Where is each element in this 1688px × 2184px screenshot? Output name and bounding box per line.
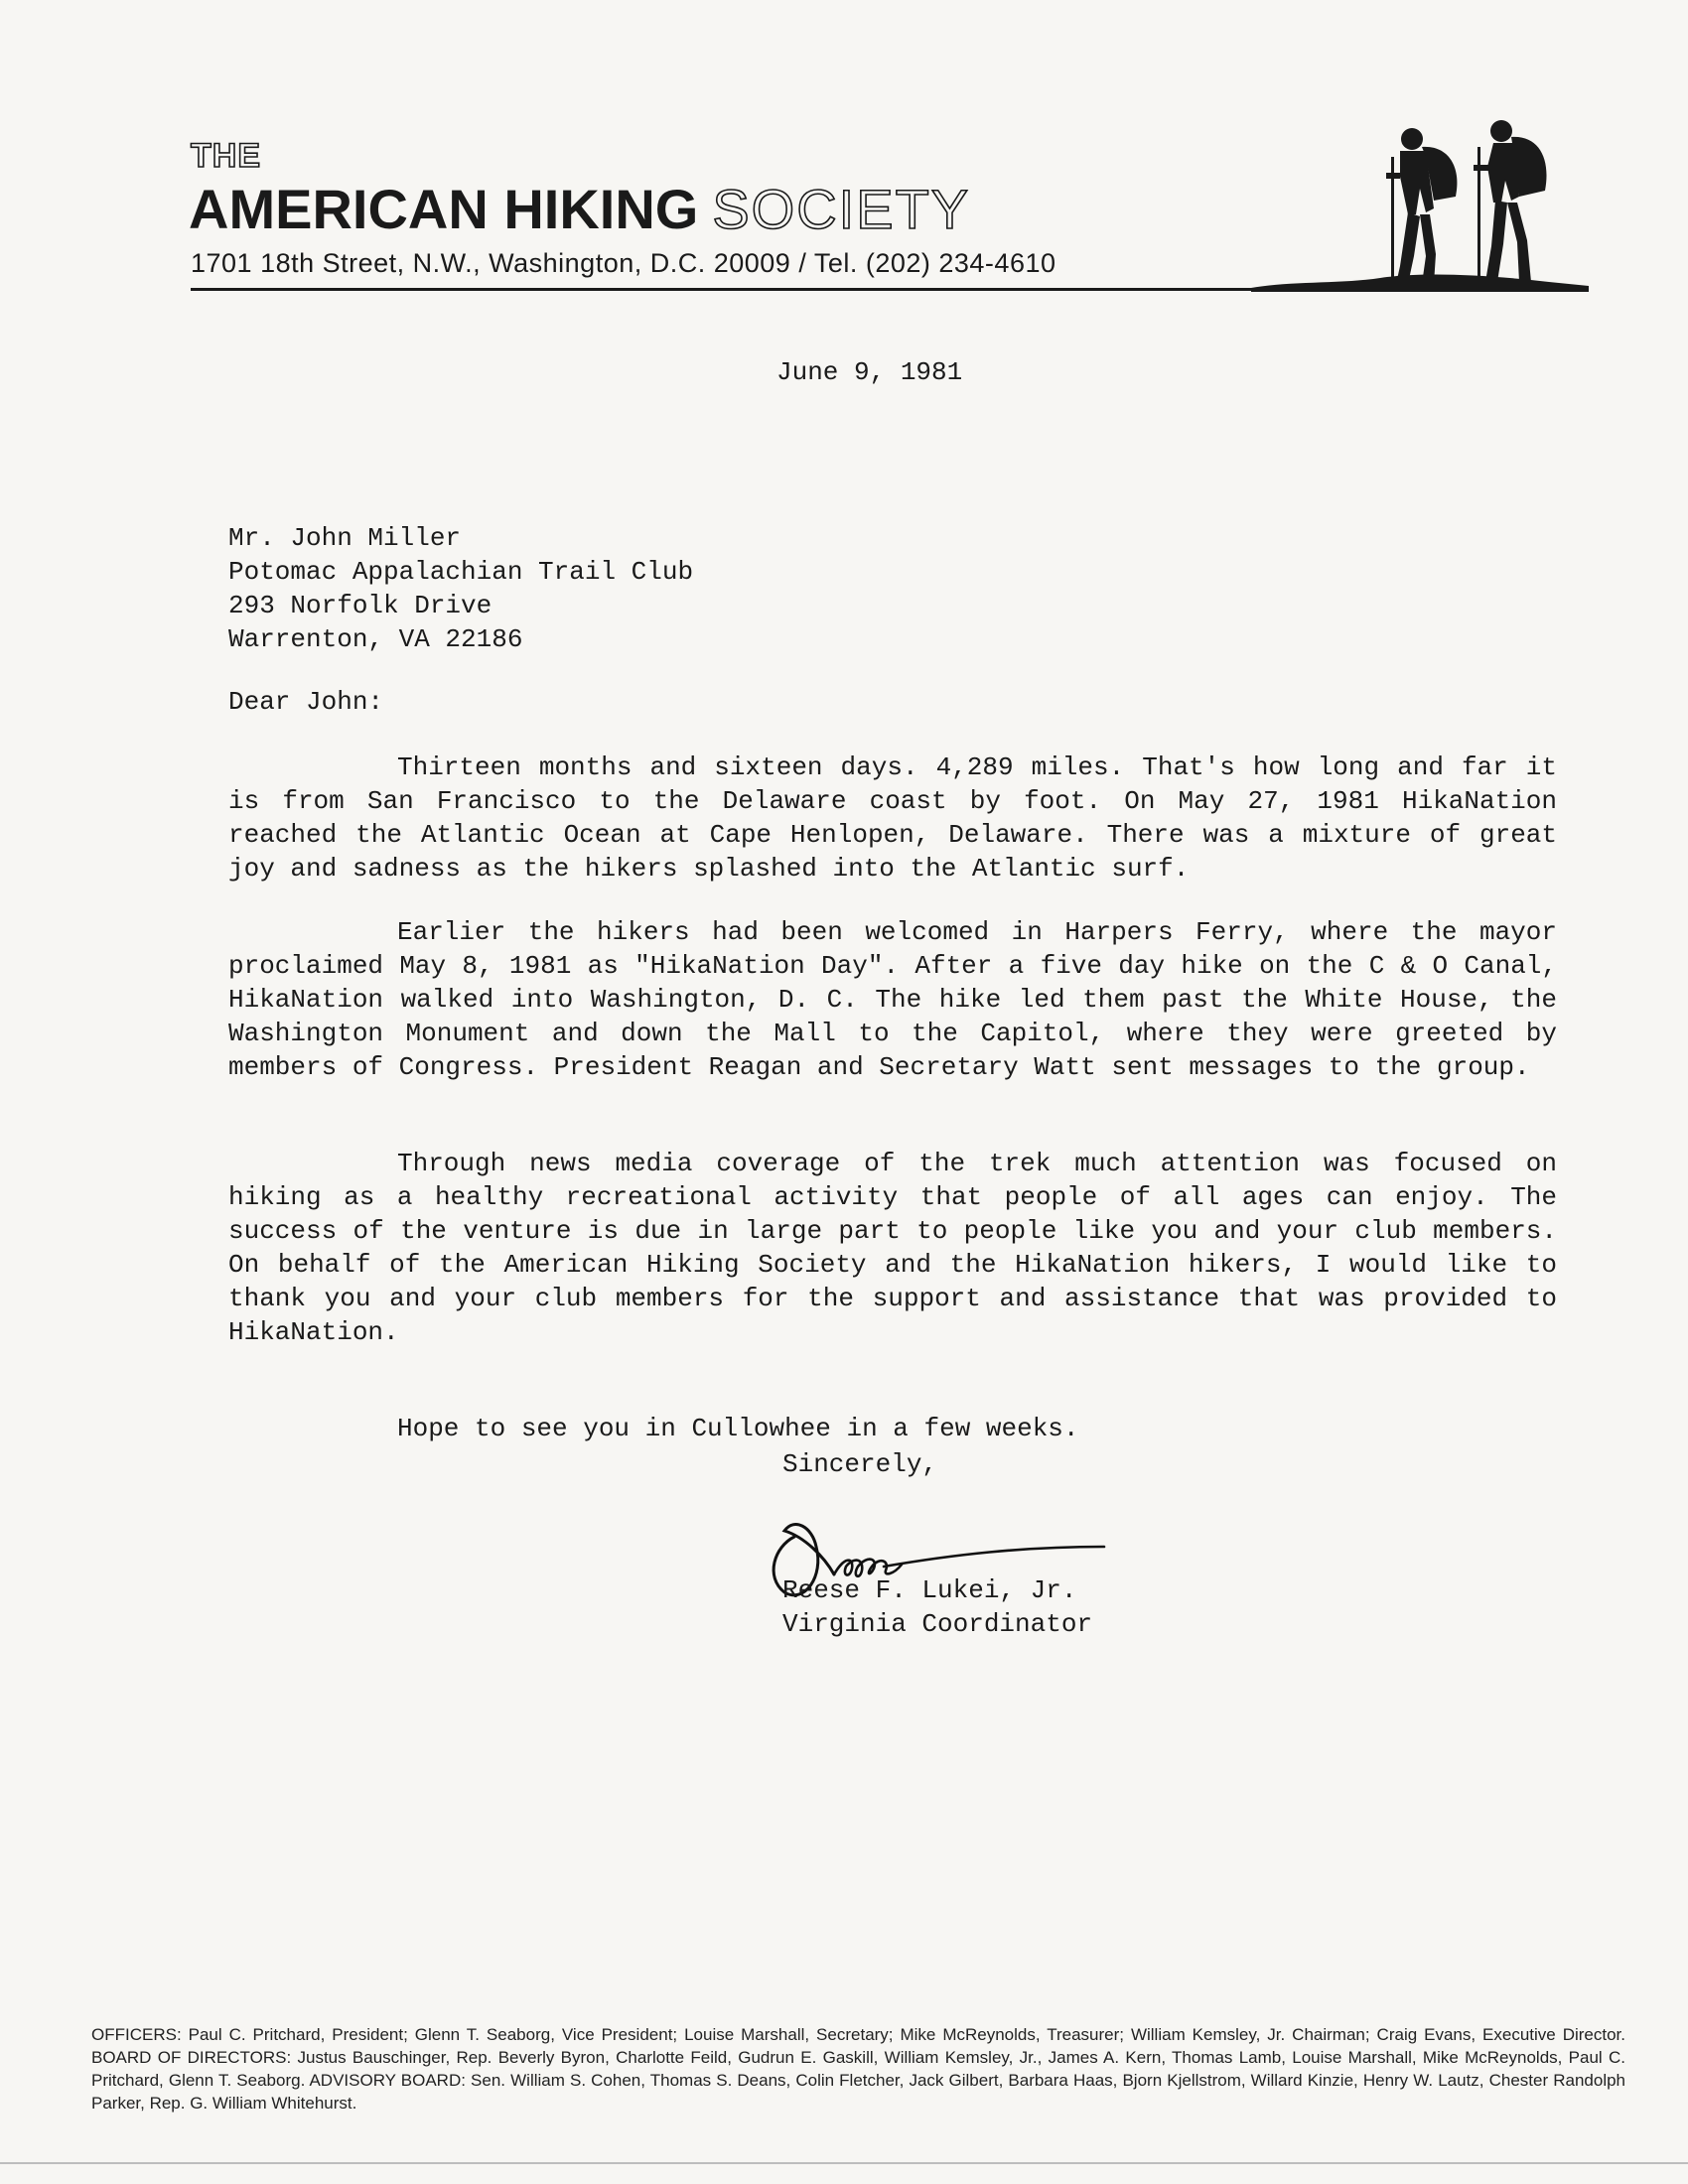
page-edge-divider [0, 2162, 1688, 2164]
recipient-name: Mr. John Miller [228, 523, 462, 553]
letterhead-org-name [189, 177, 970, 241]
signer-title: Virginia Coordinator [782, 1609, 1093, 1639]
salutation: Dear John: [228, 687, 384, 717]
hikers-logo-icon [1251, 117, 1589, 296]
recipient-street: 293 Norfolk Drive [228, 591, 492, 620]
valediction: Sincerely, [782, 1449, 938, 1479]
recipient-address [228, 521, 693, 656]
officers-footer: OFFICERS: Paul C. Pritchard, President; Glenn T. Seaborg, Vice President; Louise Marshall, Secretary; Mike McReynolds, Treasurer; William Kemsley, Jr. Chairman; Craig Evans, Executive Director. BOARD OF DIRECTORS: Justus Bauschinger, Rep. Beverly Byron, Charlotte Feild, Gudrun E. Gaskill, William Kemsley, Jr., James A. Kern, Thomas Lamb, Louise Marshall, Mike McReynolds, Paul C. Pritchard, Glenn T. Seaborg. ADVISORY BOARD: Sen. William S. Cohen, Thomas S. Deans, Colin Fletcher, Jack Gilbert, Barbara Haas, Bjorn Kjellstrom, Willard Kinzie, Henry W. Lautz, Chester Randolph Parker, Rep. G. William Whitehurst. [91, 2025, 1625, 2113]
closing-line: Hope to see you in Cullowhee in a few weeks. [397, 1414, 1079, 1443]
signer-name: Reese F. Lukei, Jr. [782, 1575, 1077, 1605]
body-paragraph-2: Earlier the hikers had been welcomed in Harpers Ferry, where the mayor proclaimed May 8, 1981 as "HikaNation Day". After a five day hike on the C & O Canal, HikaNation walked into Washington, D. C. The hike led them past the White House, the Washington Monument and down the Mall to the Capitol, where they were greeted by members of Congress. President Reagan and Secretary Watt sent messages to the group. [228, 917, 1557, 1082]
letter-date: June 9, 1981 [776, 357, 963, 387]
letterhead-address: 1701 18th Street, N.W., Washington, D.C. 20009 / Tel. (202) 234-4610 [191, 248, 1056, 278]
signer-block [782, 1573, 1092, 1641]
body-paragraph-1: Thirteen months and sixteen days. 4,289 miles. That's how long and far it is from San Francisco to the Delaware coast by foot. On May 27, 1981 HikaNation reached the Atlantic Ocean at Cape Henlopen, Delaware. There was a mixture of great joy and sadness as the hikers splashed into the Atlantic surf. [228, 752, 1557, 884]
letterhead-org-main: AMERICAN HIKING [189, 178, 699, 240]
letterhead-the: THE [191, 137, 261, 175]
recipient-organization: Potomac Appalachian Trail Club [228, 557, 694, 587]
recipient-city: Warrenton, VA 22186 [228, 624, 523, 654]
body-paragraph-3: Through news media coverage of the trek much attention was focused on hiking as a healthy recreational activity that people of all ages can enjoy. The success of the venture is due in large part to people like you and your club members. On behalf of the American Hiking Society and the HikaNation hikers, I would like to thank you and your club members for the support and assistance that was provided to HikaNation. [228, 1149, 1557, 1347]
letterhead-org-outline: SOCIETY [712, 178, 971, 240]
